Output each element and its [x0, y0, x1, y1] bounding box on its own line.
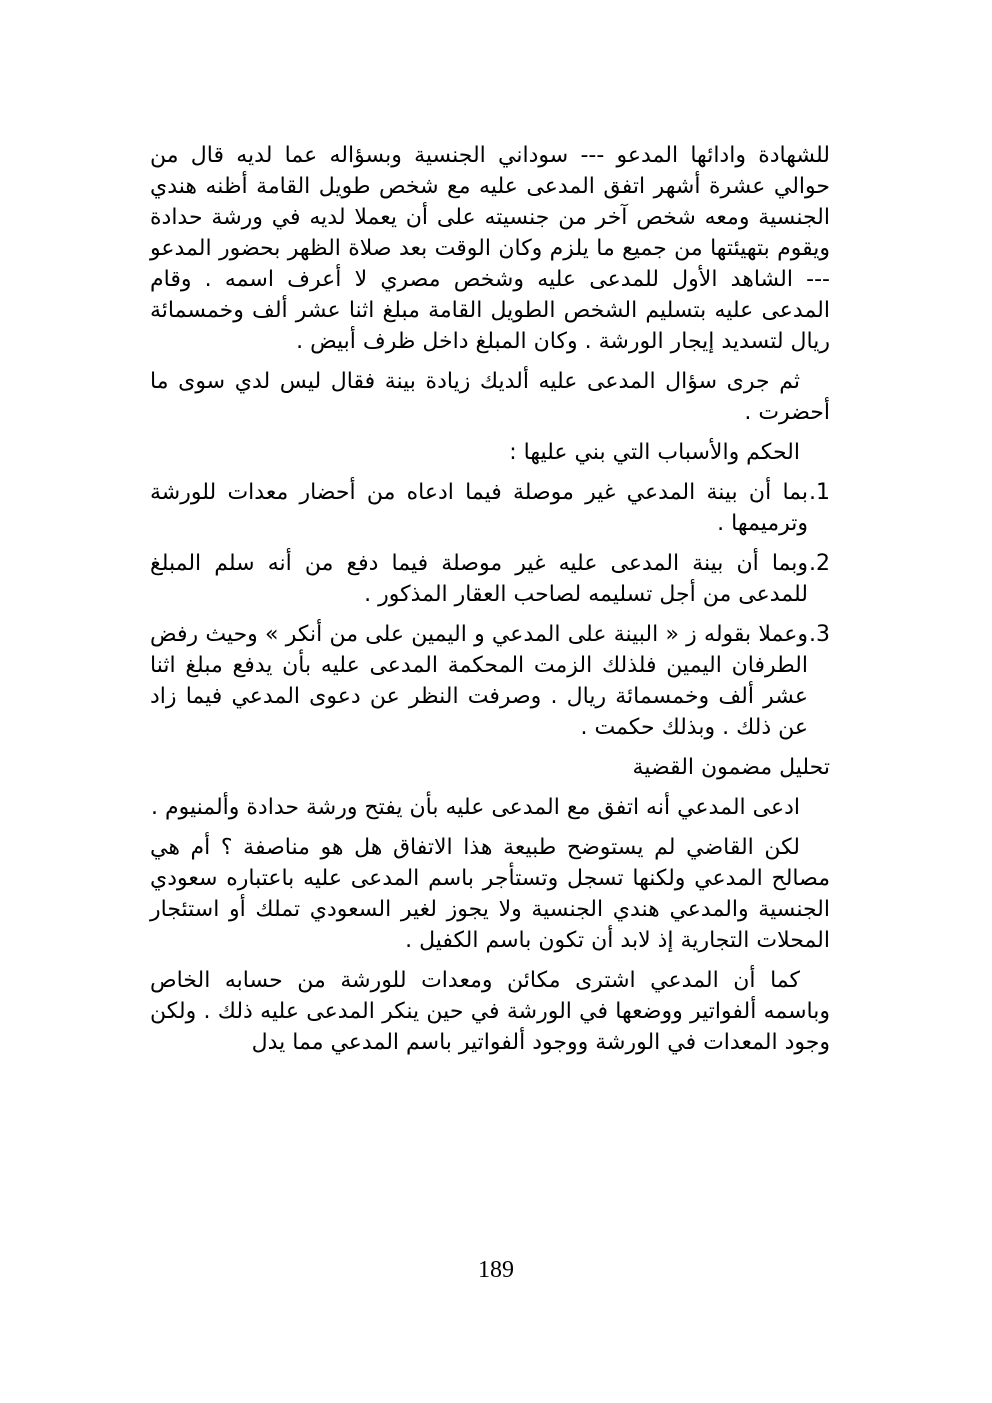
list-item-number: 3. — [809, 622, 830, 647]
judgment-reasons-list — [150, 477, 830, 743]
list-item — [150, 477, 830, 539]
list-item-text: وعملا بقوله ز « البينة على المدعي و اليمين على من أنكر » وحيث رفض الطرفان اليمين فلذلك الزمت المحكمة المدعى عليه بأن يدفع مبلغ اثنا عشر ألف وخمسمائة ريال . وصرفت النظر عن دعوى المدعي فيما زاد عن ذلك . وبذلك حكمت . — [150, 622, 808, 740]
additional-evidence-paragraph: ثم جرى سؤال المدعى عليه ألديك زيادة بينة فقال ليس لدي سوى ما أحضرت . — [150, 369, 830, 425]
list-item-text: بما أن بينة المدعي غير موصلة فيما ادعاه من أحضار معدات للورشة وترميمها . — [150, 480, 808, 536]
page-body — [150, 140, 830, 1067]
list-item — [150, 619, 830, 743]
case-analysis-title: تحليل مضمون القضية — [632, 755, 830, 780]
analysis-paragraph-judge: لكن القاضي لم يستوضح طبيعة هذا الاتفاق هل هو مناصفة ؟ أم هي مصالح المدعي ولكنها تسجل وتستأجر باسم المدعى عليه باعتباره سعودي الجنسية والمدعي هندي الجنسية ولا يجوز لغير السعودي تملك أو استئجار المحلات التجارية إذ لابد أن تكون باسم الكفيل . — [150, 835, 830, 953]
witness-testimony-paragraph: للشهادة وادائها المدعو --- سوداني الجنسية وبسؤاله عما لديه قال من حوالي عشرة أشهر اتفق المدعى عليه مع شخص طويل القامة أظنه هندي الجنسية ومعه شخص آخر من جنسيته على أن يعملا لديه في ورشة حدادة ويقوم بتهيئتها من جميع ما يلزم وكان الوقت بعد صلاة الظهر بحضور المدعو --- الشاهد الأول للمدعى عليه وشخص مصري لا أعرف اسمه . وقام المدعى عليه بتسليم الشخص الطويل القامة مبلغ اثنا عشر ألف وخمسمائة ريال لتسديد إيجار الورشة . وكان المبلغ داخل ظرف أبيض . — [150, 143, 830, 354]
list-item-text: وبما أن بينة المدعى عليه غير موصلة فيما دفع من أنه سلم المبلغ للمدعى من أجل تسليمه لصاحب العقار المذكور . — [150, 551, 808, 607]
list-item-number: 1. — [809, 480, 830, 505]
judgment-heading: الحكم والأسباب التي بني عليها : — [509, 440, 800, 465]
analysis-paragraph-equipment: كما أن المدعي اشترى مكائن ومعدات للورشة من حسابه الخاص وباسمه ألفواتير ووضعها في الورشة في حين ينكر المدعى عليه ذلك . ولكن وجود المعدات في الورشة ووجود ألفواتير باسم المدعي مما يدل — [150, 968, 830, 1055]
list-item-number: 2. — [809, 551, 830, 576]
page-number: 189 — [478, 1257, 514, 1283]
analysis-paragraph-claim: ادعى المدعي أنه اتفق مع المدعى عليه بأن يفتح ورشة حدادة وألمنيوم . — [150, 795, 800, 820]
list-item — [150, 548, 830, 610]
